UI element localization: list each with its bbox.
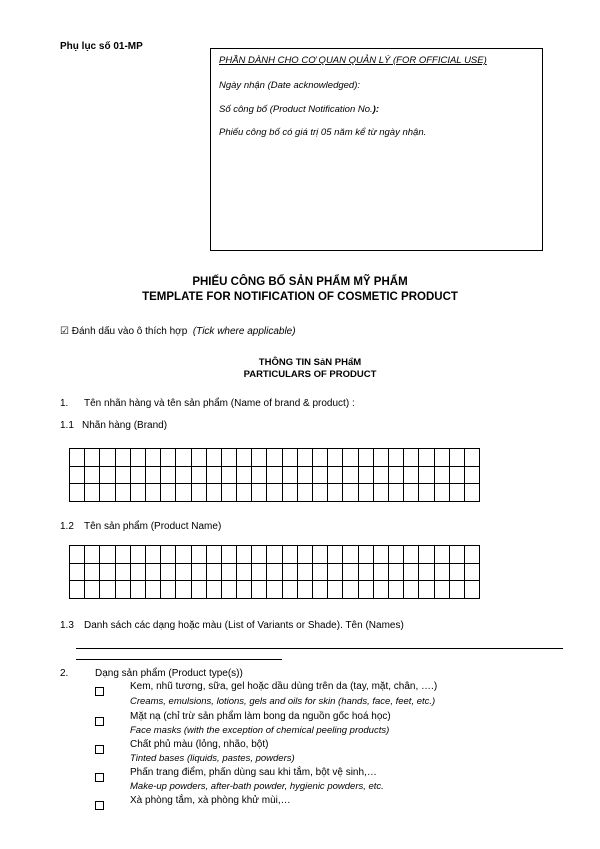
item-1-number: 1. bbox=[60, 398, 69, 409]
product-type-en: Tinted bases (liquids, pastes, powders) bbox=[130, 753, 295, 764]
variants-entry-line[interactable] bbox=[76, 648, 563, 649]
date-acknowledged-label: Ngày nhận (Date acknowledged): bbox=[219, 80, 361, 91]
variants-entry-line-2[interactable] bbox=[76, 659, 282, 660]
product-name-label: Tên sản phẩm (Product Name) bbox=[84, 521, 222, 532]
tick-note: ☑ Đánh dấu vào ô thích hợp (Tick where applicable) bbox=[60, 326, 296, 337]
item-1-2-number: 1.2 bbox=[60, 521, 74, 532]
checked-box-icon: ☑ bbox=[60, 326, 69, 337]
notification-number-label: Số công bố (Product Notification No.): bbox=[219, 104, 379, 115]
item-2-number: 2. bbox=[60, 668, 69, 679]
item-1-1-number: 1.1 bbox=[60, 420, 74, 431]
product-type-checkbox[interactable] bbox=[95, 797, 104, 815]
product-type-vi: Kem, nhũ tương, sữa, gel hoặc dầu dùng trên da (tay, mặt, chân, ….) bbox=[130, 681, 438, 692]
validity-note: Phiếu công bố có giá trị 05 năm kể từ ngày nhận. bbox=[219, 127, 427, 138]
item-1-3-number: 1.3 bbox=[60, 620, 74, 631]
official-use-heading: PHẦN DÀNH CHO CƠ QUAN QUẢN LÝ (FOR OFFICIAL USE) bbox=[219, 55, 487, 66]
appendix-label: Phụ lục số 01-MP bbox=[60, 41, 143, 52]
section-heading-vi: THÔNG TIN SảN PHẩM bbox=[258, 357, 362, 368]
product-type-checkbox[interactable] bbox=[95, 769, 104, 787]
product-type-label: Dạng sản phẩm (Product type(s)) bbox=[95, 668, 243, 679]
product-type-checkbox[interactable] bbox=[95, 713, 104, 731]
product-type-checkbox[interactable] bbox=[95, 683, 104, 701]
title-vi: PHIẾU CÔNG BỐ SẢN PHẨM MỸ PHẨM bbox=[192, 276, 408, 288]
title-en: TEMPLATE FOR NOTIFICATION OF COSMETIC PRODUCT bbox=[142, 291, 458, 303]
product-type-vi: Xà phòng tắm, xà phòng khử mùi,… bbox=[130, 795, 291, 806]
product-type-vi: Mặt nạ (chỉ trừ sản phẩm làm bong da nguồn gốc hoá học) bbox=[130, 711, 391, 722]
brand-input-grid[interactable] bbox=[69, 448, 480, 502]
item-1-label: Tên nhãn hàng và tên sản phẩm (Name of brand & product) : bbox=[84, 398, 355, 409]
brand-label: Nhãn hàng (Brand) bbox=[82, 420, 168, 431]
product-type-vi: Chất phủ màu (lỏng, nhão, bột) bbox=[130, 739, 269, 750]
product-name-input-grid[interactable] bbox=[69, 545, 480, 599]
product-type-vi: Phấn trang điểm, phấn dùng sau khi tắm, bột vệ sinh,… bbox=[130, 767, 377, 778]
product-type-en: Creams, emulsions, lotions, gels and oils for skin (hands, face, feet, etc.) bbox=[130, 696, 436, 707]
section-heading-en: PARTICULARS OF PRODUCT bbox=[243, 369, 377, 380]
variants-label: Danh sách các dạng hoặc màu (List of Variants or Shade). Tên (Names) bbox=[84, 620, 404, 631]
official-use-box bbox=[210, 48, 543, 251]
product-type-checkbox[interactable] bbox=[95, 741, 104, 759]
product-type-en: Make-up powders, after-bath powder, hygienic powders, etc. bbox=[130, 781, 384, 792]
product-type-en: Face masks (with the exception of chemical peeling products) bbox=[130, 725, 390, 736]
